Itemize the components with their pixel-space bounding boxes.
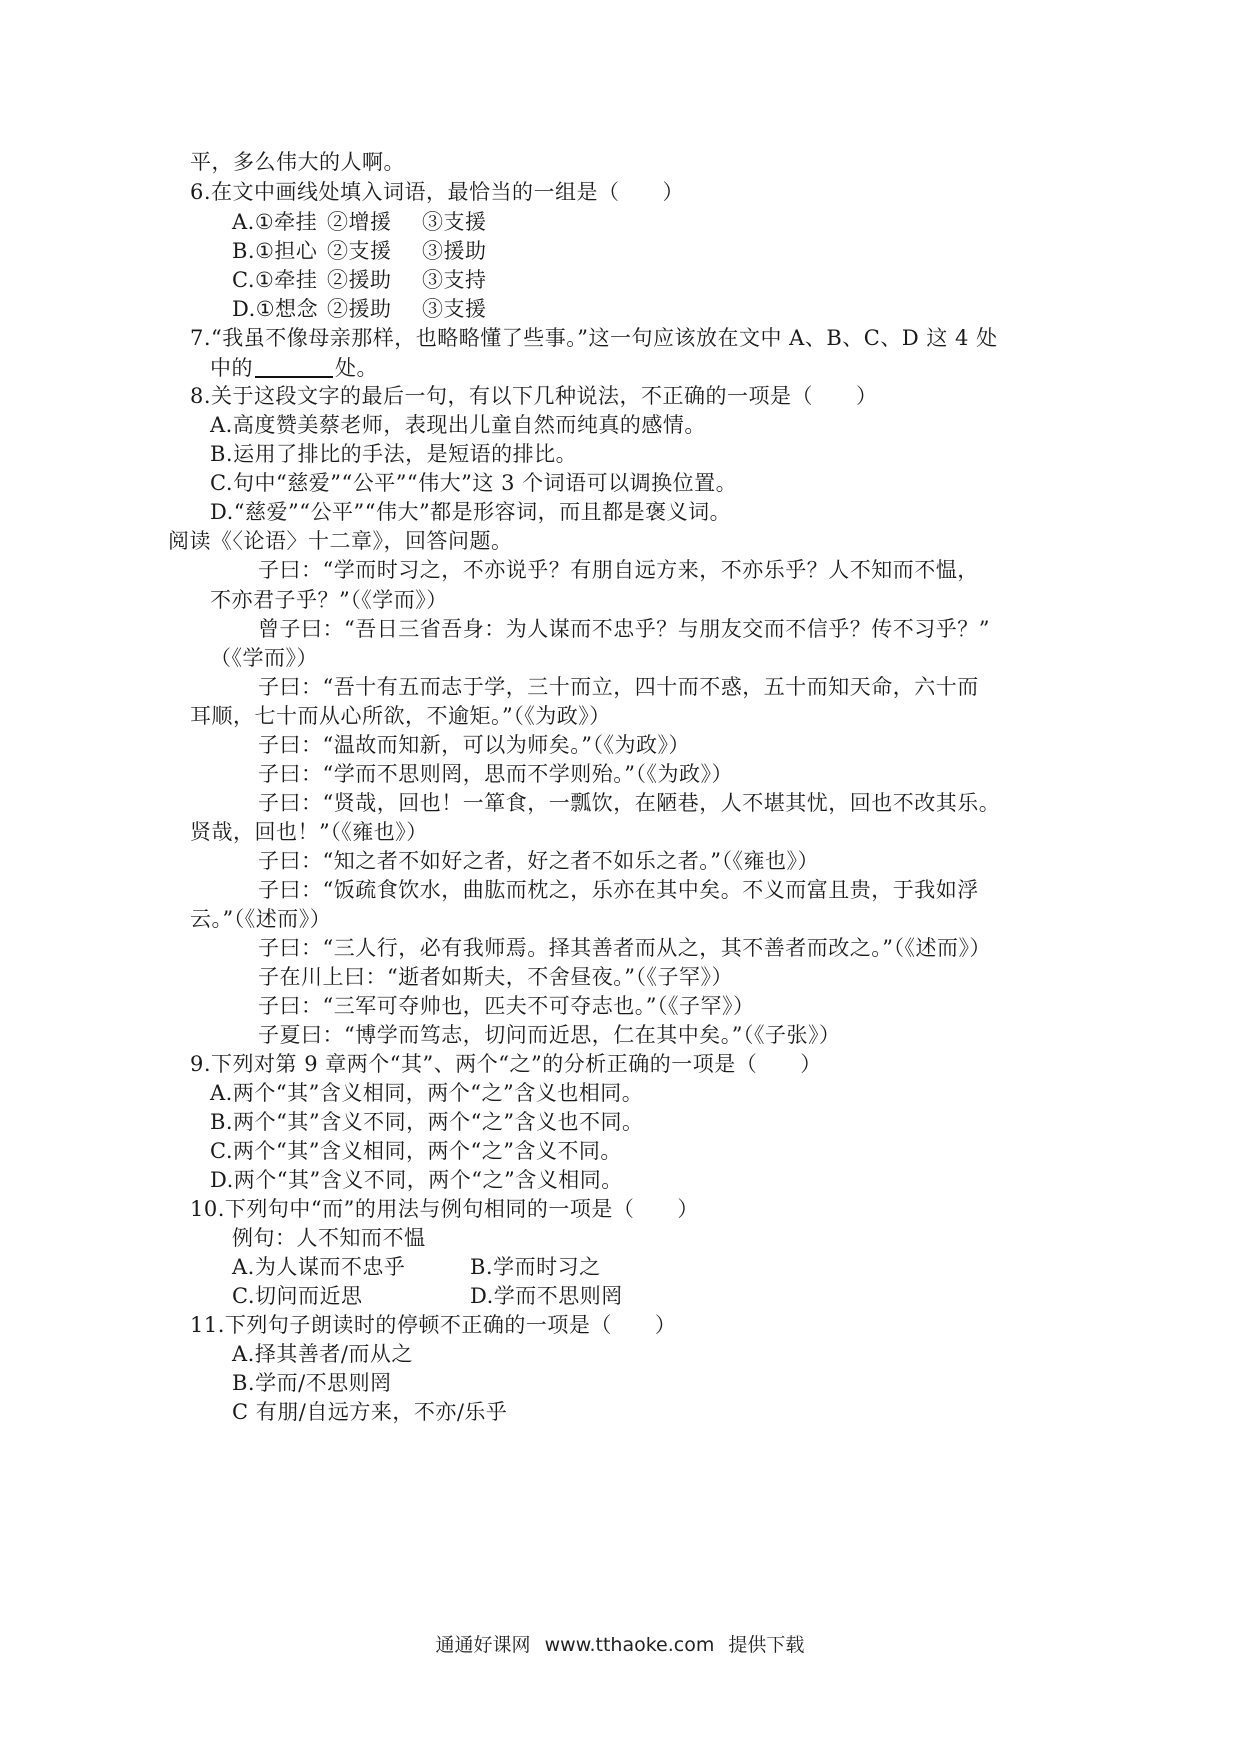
question-10-option-b: B.学而时习之 [470, 1255, 601, 1279]
q7-suffix: 处。 [335, 356, 378, 380]
question-9-option-d: D.两个“其”含义不同，两个“之”含义相同。 [210, 1168, 623, 1192]
option-word-2: ②援助 [327, 297, 392, 321]
question-10-options-row-2 [232, 1281, 623, 1311]
question-10-stem: 10.下列句中“而”的用法与例句相同的一项是（ ） [190, 1197, 699, 1221]
reading-intro: 阅读《〈论语〉十二章》，回答问题。 [168, 529, 513, 553]
option-word-2: ②增援 [327, 210, 392, 234]
q7-prefix: 中的 [210, 356, 253, 380]
question-9-stem: 9.下列对第 9 章两个“其”、两个“之”的分析正确的一项是（ ） [190, 1052, 822, 1076]
option-word-3: ③支持 [422, 268, 487, 292]
lunyu-chapter-2-cont: （《学而》） [210, 646, 318, 670]
option-word-3: ③援助 [422, 239, 487, 263]
question-6-option-a [232, 207, 487, 237]
question-7-line-2 [210, 353, 378, 383]
lunyu-chapter-5: 子曰：“学而不思则罔，思而不学则殆。”（《为政》） [258, 762, 733, 786]
question-10-option-a: A.为人谋而不忠乎 [232, 1255, 406, 1279]
question-6-stem: 6.在文中画线处填入词语，最恰当的一组是（ ） [190, 180, 685, 204]
option-word-1: D.①想念 [232, 297, 319, 321]
lunyu-chapter-7: 子曰：“知之者不如好之者，好之者不如乐之者。”（《雍也》） [258, 849, 819, 873]
question-9-option-c: C.两个“其”含义相同，两个“之”含义不同。 [210, 1139, 622, 1163]
option-word-3: ③支援 [422, 210, 487, 234]
lunyu-chapter-1: 子曰：“学而时习之，不亦说乎？有朋自远方来，不亦乐乎？人不知而不愠， [258, 558, 979, 582]
lunyu-chapter-4: 子曰：“温故而知新，可以为师矣。”（《为政》） [258, 733, 690, 757]
lunyu-chapter-8: 子曰：“饭疏食饮水，曲肱而枕之，乐亦在其中矣。不义而富且贵，于我如浮 [258, 878, 979, 902]
question-8-stem: 8.关于这段文字的最后一句，有以下几种说法，不正确的一项是（ ） [190, 384, 878, 408]
lunyu-chapter-8-cont: 云。”（《述而》） [190, 907, 332, 931]
footer-url[interactable]: www.tthaoke.com [544, 1634, 715, 1656]
question-11-option-a: A.择其善者/而从之 [232, 1342, 413, 1366]
question-6-option-d [232, 294, 487, 324]
question-10-options-row-1 [232, 1252, 601, 1282]
lunyu-chapter-12: 子夏曰：“博学而笃志，切问而近思，仁在其中矣。”（《子张》） [258, 1023, 841, 1047]
lunyu-chapter-6: 子曰：“贤哉，回也！一箪食，一瓢饮，在陋巷，人不堪其忧，回也不改其乐。 [258, 791, 1001, 815]
lunyu-chapter-9: 子曰：“三人行，必有我师焉。择其善者而从之，其不善者而改之。”（《述而》） [258, 936, 991, 960]
previous-passage-tail: 平，多么伟大的人啊。 [190, 150, 405, 174]
lunyu-chapter-3-cont: 耳顺，七十而从心所欲，不逾矩。”（《为政》） [190, 704, 611, 728]
question-10-option-d: D.学而不思则罔 [470, 1284, 623, 1308]
question-9-option-a: A.两个“其”含义相同，两个“之”含义也相同。 [210, 1081, 644, 1105]
option-word-1: A.①牵挂 [232, 210, 318, 234]
lunyu-chapter-6-cont: 贤哉，回也！”（《雍也》） [190, 820, 428, 844]
question-8-option-c: C.句中“慈爱”“公平”“伟大”这 3 个词语可以调换位置。 [210, 471, 738, 495]
question-8-option-a: A.高度赞美蔡老师，表现出儿童自然而纯真的感情。 [210, 413, 706, 437]
question-11-stem: 11.下列句子朗读时的停顿不正确的一项是（ ） [190, 1313, 677, 1337]
question-11-option-b: B.学而/不思则罔 [232, 1371, 392, 1395]
option-word-1: B.①担心 [232, 239, 318, 263]
footer-site-name: 通通好课网 [435, 1634, 531, 1656]
question-8-option-d: D.“慈爱”“公平”“伟大”都是形容词，而且都是褒义词。 [210, 500, 732, 524]
question-6-option-c [232, 265, 487, 295]
option-word-2: ②支援 [327, 239, 392, 263]
option-word-1: C.①牵挂 [232, 268, 318, 292]
option-word-3: ③支援 [422, 297, 487, 321]
lunyu-chapter-1-cont: 不亦君子乎？”（《学而》） [210, 588, 448, 612]
lunyu-chapter-10: 子在川上曰：“逝者如斯夫，不舍昼夜。”（《子罕》） [258, 965, 733, 989]
question-8-option-b: B.运用了排比的手法，是短语的排比。 [210, 442, 578, 466]
question-6-option-b [232, 236, 487, 266]
lunyu-chapter-11: 子曰：“三军可夺帅也，匹夫不可夺志也。”（《子罕》） [258, 994, 755, 1018]
question-11-option-c: C 有朋/自远方来，不亦/乐乎 [232, 1400, 508, 1424]
question-9-option-b: B.两个“其”含义不同，两个“之”含义也不同。 [210, 1110, 644, 1134]
lunyu-chapter-2: 曾子曰：“吾日三省吾身：为人谋而不忠乎？与朋友交而不信乎？传不习乎？” [258, 617, 990, 641]
question-10-option-c: C.切问而近思 [232, 1284, 363, 1308]
lunyu-chapter-3: 子曰：“吾十有五而志于学，三十而立，四十而不惑，五十而知天命，六十而 [258, 675, 979, 699]
footer-suffix: 提供下载 [728, 1634, 805, 1656]
answer-blank[interactable] [255, 358, 333, 378]
question-10-example: 例句：人不知而不愠 [232, 1226, 426, 1250]
option-word-2: ②援助 [327, 268, 392, 292]
page-footer [0, 1630, 1240, 1657]
question-7-stem: 7.“我虽不像母亲那样，也略略懂了些事。”这一句应该放在文中 A、B、C、D 这 4 处 [190, 326, 998, 350]
